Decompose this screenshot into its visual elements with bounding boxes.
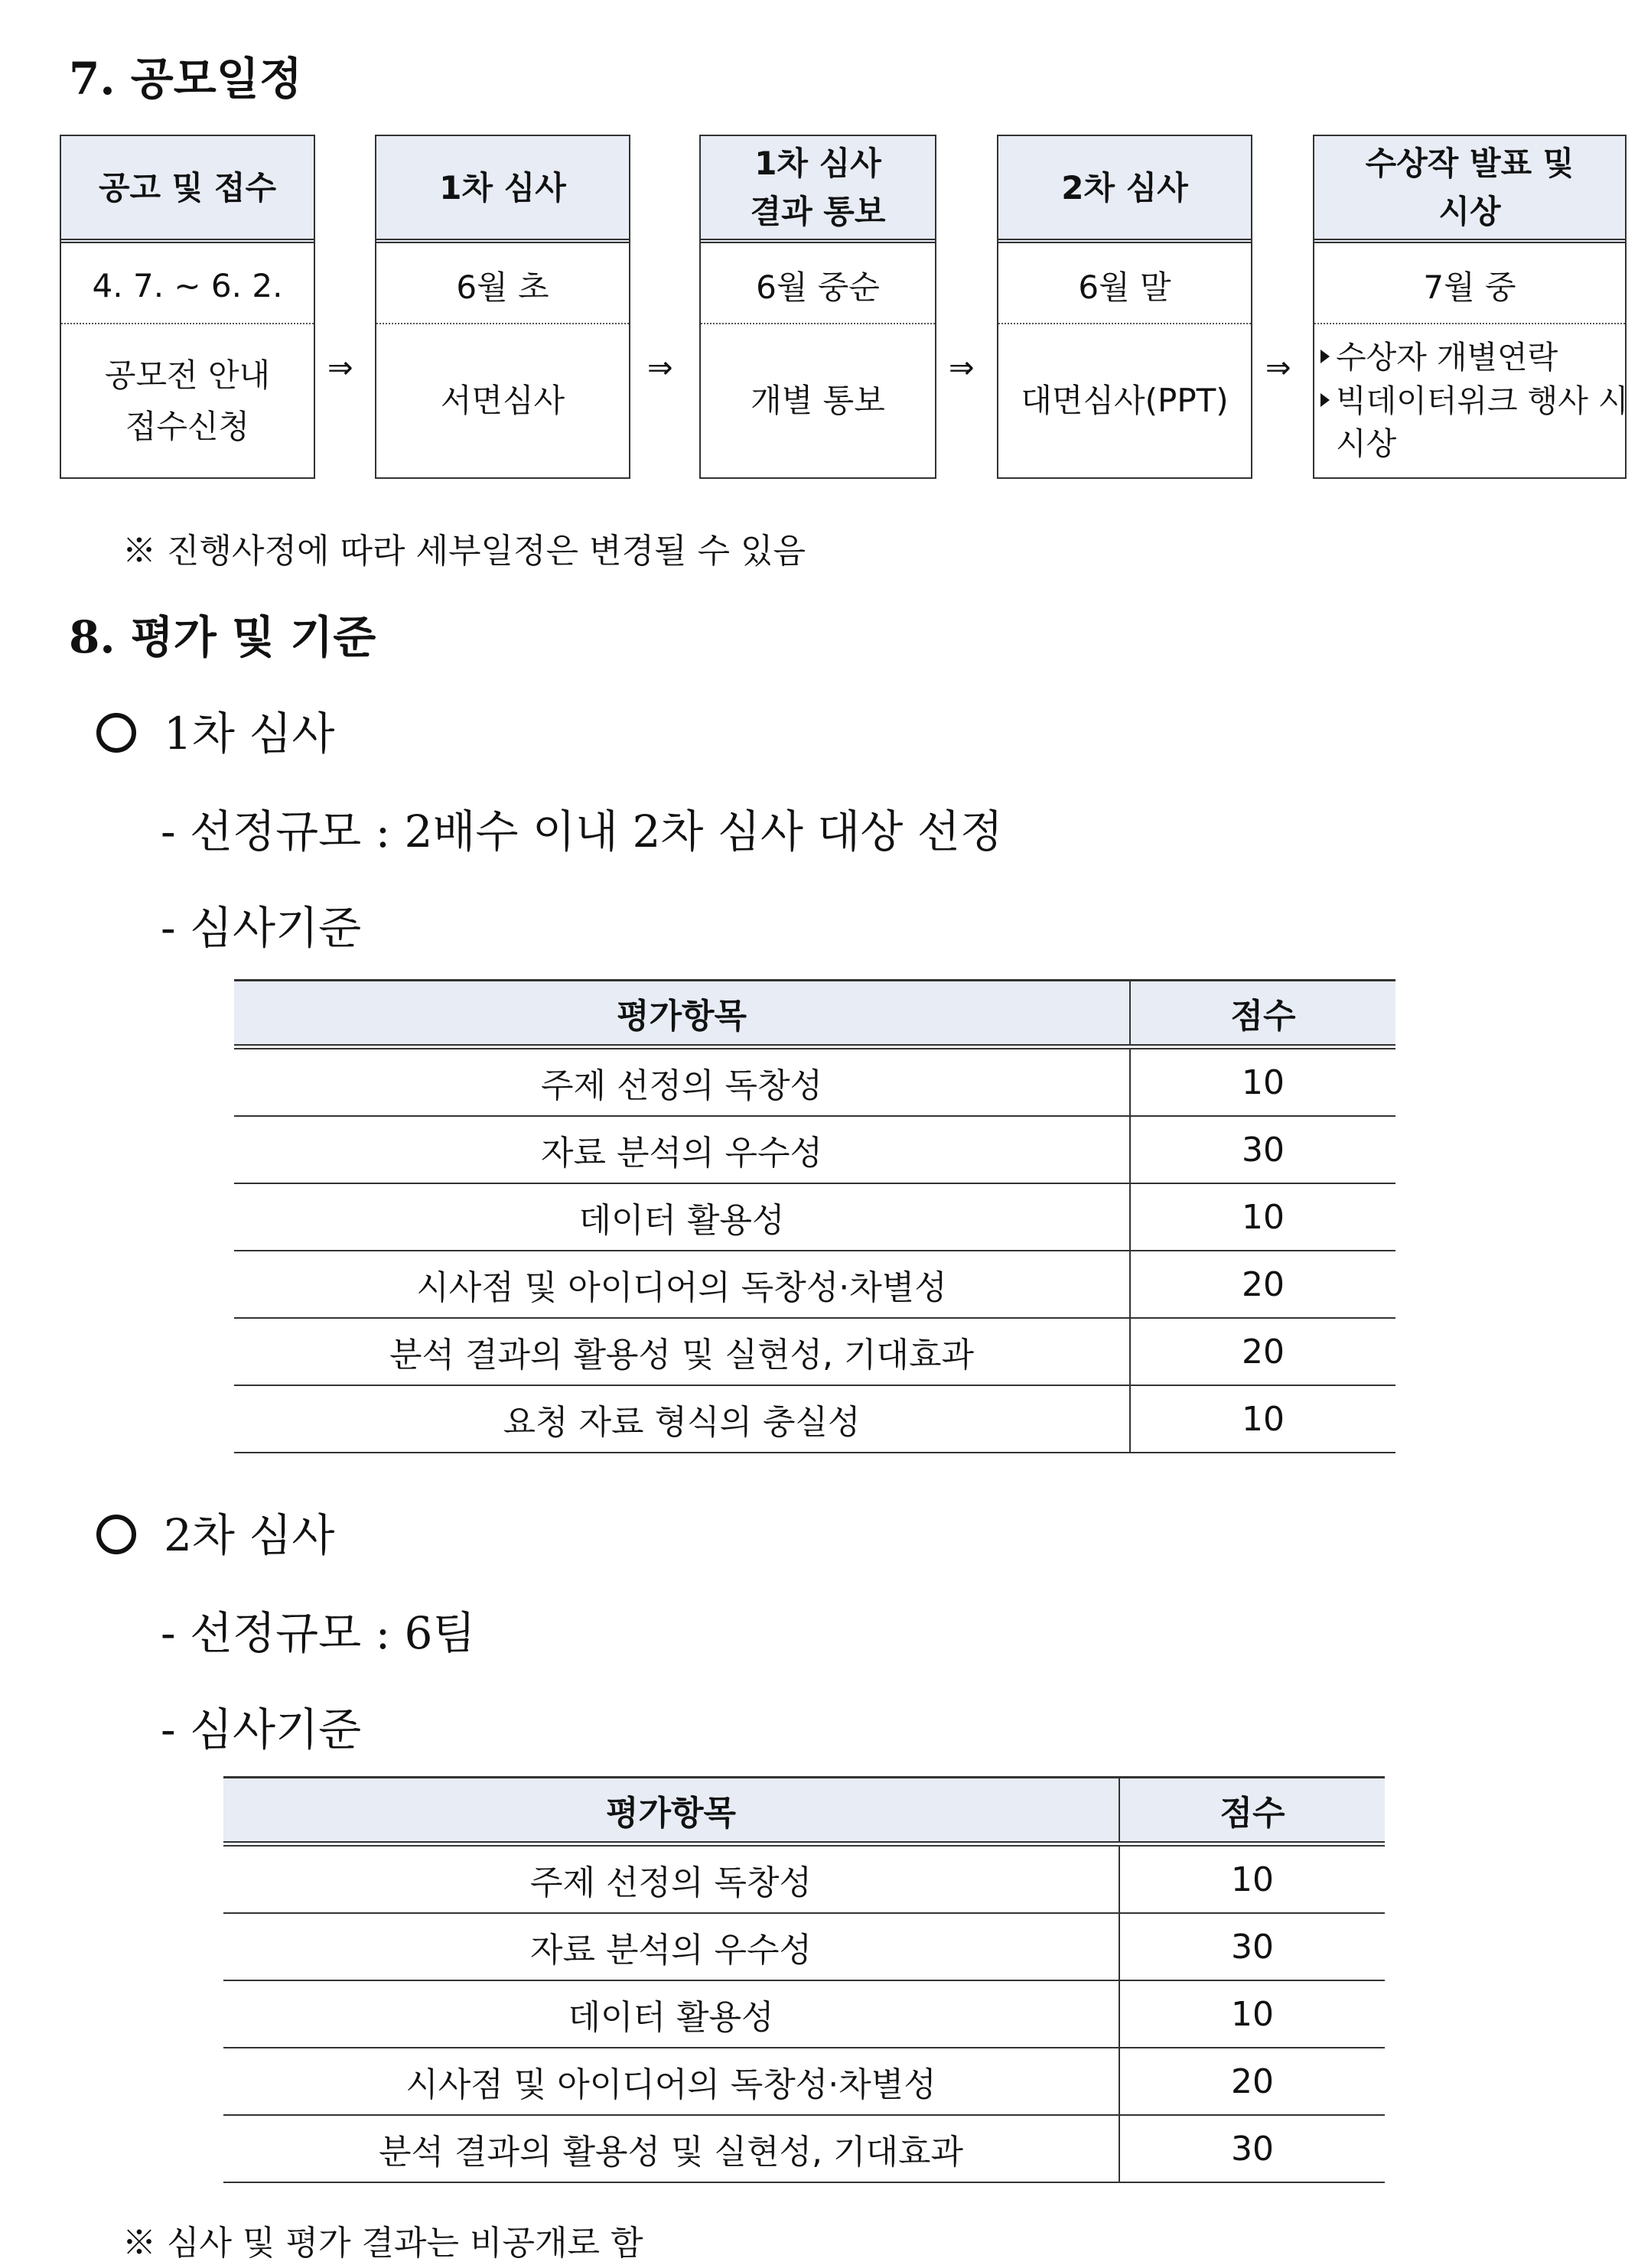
- triangle-bullet-icon: [1320, 393, 1330, 407]
- schedule-note: ※ 진행사정에 따라 세부일정은 변경될 수 있음: [122, 532, 806, 571]
- schedule-step-desc: 수상자 개별연락 빅데이터위크 행사 시 시상: [1314, 324, 1625, 477]
- arrow-icon: ⇒: [327, 350, 353, 386]
- triangle-bullet-icon: [1320, 350, 1330, 363]
- header-score: 점수: [1119, 1778, 1385, 1844]
- round-1-criteria-table: [234, 979, 1395, 1453]
- table-row: 시사점 및 아이디어의 독창성·차별성 20: [234, 1251, 1395, 1318]
- table-row: 요청 자료 형식의 충실성 10: [234, 1385, 1395, 1453]
- round-1-scale: - 선정규모 : 2배수 이내 2차 심사 대상 선정: [161, 805, 1003, 857]
- arrow-icon: ⇒: [647, 350, 673, 386]
- schedule-step-date: 6월 중순: [701, 248, 935, 324]
- schedule-step-title: 공고 및 접수: [61, 136, 314, 243]
- table-row: 데이터 활용성 10: [234, 1183, 1395, 1251]
- header-item: 평가항목: [223, 1778, 1119, 1844]
- table-row: 분석 결과의 활용성 및 실현성, 기대효과 20: [234, 1318, 1395, 1385]
- schedule-step-desc: 서면심사: [440, 382, 565, 420]
- section-8-title: 8. 평가 및 기준: [69, 611, 376, 663]
- schedule-step-title: 수상작 발표 및 시상: [1314, 136, 1625, 243]
- arrow-icon: ⇒: [949, 350, 975, 386]
- schedule-step-title: 1차 심사 결과 통보: [701, 136, 935, 243]
- round-1-heading: 1차 심사: [96, 698, 334, 762]
- schedule-step-desc: 개별 통보: [751, 382, 885, 420]
- section-7-title: 7. 공모일정: [69, 53, 302, 105]
- schedule-step-desc: 공모전 안내 접수신청: [104, 356, 271, 445]
- round-2-criteria-table: [223, 1776, 1385, 2183]
- table-row: 분석 결과의 활용성 및 실현성, 기대효과 30: [223, 2115, 1385, 2182]
- round-2-criteria-label: - 심사기준: [161, 1703, 362, 1756]
- evaluation-note: ※ 심사 및 평가 결과는 비공개로 함: [122, 2224, 643, 2263]
- schedule-step-5: [1313, 135, 1627, 479]
- table-row: 시사점 및 아이디어의 독창성·차별성 20: [223, 2048, 1385, 2115]
- schedule-step-date: 6월 초: [376, 248, 629, 324]
- schedule-step-3: [699, 135, 936, 479]
- circle-bullet-icon: [96, 1515, 136, 1554]
- schedule-step-date: 4. 7. ~ 6. 2.: [61, 248, 314, 324]
- schedule-step-4: [997, 135, 1252, 479]
- table-row: 주제 선정의 독창성 10: [223, 1844, 1385, 1914]
- schedule-step-desc: 대면심사(PPT): [1021, 382, 1229, 420]
- schedule-step-title: 1차 심사: [376, 136, 629, 243]
- header-score: 점수: [1130, 981, 1395, 1047]
- schedule-step-date: 7월 중: [1314, 248, 1625, 324]
- arrow-icon: ⇒: [1265, 350, 1291, 386]
- round-2-scale: - 선정규모 : 6팀: [161, 1607, 476, 1659]
- header-item: 평가항목: [234, 981, 1130, 1047]
- round-2-heading: 2차 심사: [96, 1499, 334, 1564]
- table-row: 자료 분석의 우수성 30: [234, 1116, 1395, 1183]
- table-row: 데이터 활용성 10: [223, 1980, 1385, 2048]
- schedule-step-date: 6월 말: [998, 248, 1251, 324]
- table-row: 주제 선정의 독창성 10: [234, 1047, 1395, 1117]
- round-1-criteria-label: - 심사기준: [161, 902, 362, 954]
- circle-bullet-icon: [96, 713, 136, 753]
- schedule-step-1: [60, 135, 315, 479]
- schedule-step-title: 2차 심사: [998, 136, 1251, 243]
- schedule-step-2: [375, 135, 630, 479]
- table-row: 자료 분석의 우수성 30: [223, 1913, 1385, 1980]
